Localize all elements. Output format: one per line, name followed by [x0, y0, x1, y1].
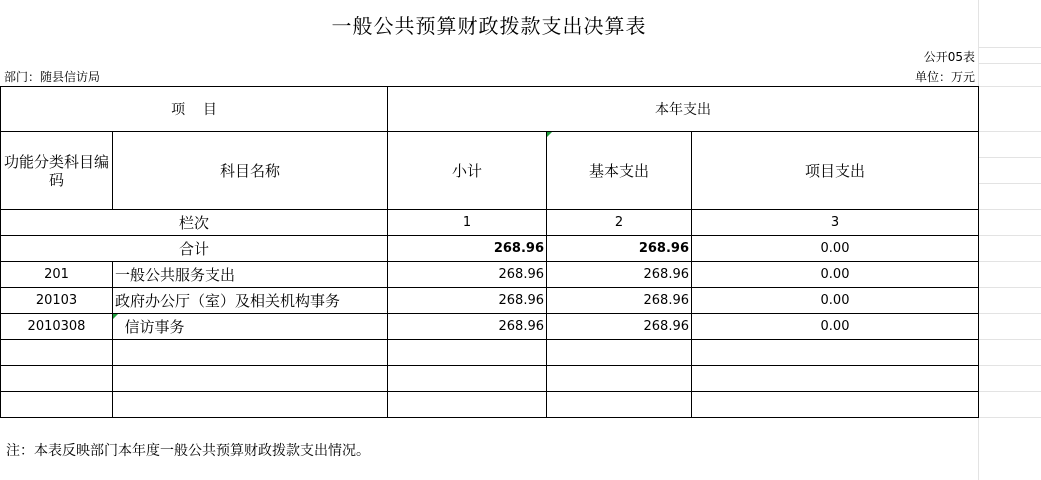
header-basic: 基本支出 — [547, 132, 692, 210]
row-subtotal: 268.96 — [388, 262, 547, 288]
column-number-3: 3 — [692, 210, 979, 236]
row-name: 信访事务 — [113, 314, 388, 340]
spreadsheet-gridlines — [978, 0, 1041, 480]
row-code: 20103 — [1, 288, 113, 314]
table-row — [1, 314, 979, 340]
table-row — [1, 262, 979, 288]
row-subtotal: 268.96 — [388, 288, 547, 314]
row-subtotal: 268.96 — [388, 314, 547, 340]
table-row — [1, 288, 979, 314]
total-project: 0.00 — [692, 236, 979, 262]
expenditure-table — [0, 86, 979, 418]
row-basic: 268.96 — [547, 262, 692, 288]
header-item: 项 目 — [1, 87, 388, 132]
unit-label: 单位：万元 — [914, 70, 975, 84]
column-number-2: 2 — [547, 210, 692, 236]
header-subtotal: 小计 — [388, 132, 547, 210]
row-name: 政府办公厅（室）及相关机构事务 — [113, 288, 388, 314]
row-basic: 268.96 — [547, 314, 692, 340]
row-project: 0.00 — [692, 288, 979, 314]
form-code: 公开05表 — [923, 50, 975, 64]
header-current-year: 本年支出 — [388, 87, 979, 132]
row-basic: 268.96 — [547, 288, 692, 314]
row-project: 0.00 — [692, 262, 979, 288]
empty-row — [1, 366, 979, 392]
department-label: 部门：随县信访局 — [4, 70, 101, 84]
report-title: 一般公共预算财政拨款支出决算表 — [331, 14, 647, 38]
column-number-1: 1 — [388, 210, 547, 236]
row-name: 一般公共服务支出 — [113, 262, 388, 288]
footnote: 注：本表反映部门本年度一般公共预算财政拨款支出情况。 — [6, 443, 370, 459]
empty-row — [1, 340, 979, 366]
header-subject-name: 科目名称 — [113, 132, 388, 210]
header-project: 项目支出 — [692, 132, 979, 210]
row-code: 201 — [1, 262, 113, 288]
empty-row — [1, 392, 979, 418]
header-func-code: 功能分类科目编码 — [1, 132, 113, 210]
total-label: 合计 — [1, 236, 388, 262]
total-subtotal: 268.96 — [388, 236, 547, 262]
row-code: 2010308 — [1, 314, 113, 340]
row-project: 0.00 — [692, 314, 979, 340]
total-basic: 268.96 — [547, 236, 692, 262]
column-number-label: 栏次 — [1, 210, 388, 236]
